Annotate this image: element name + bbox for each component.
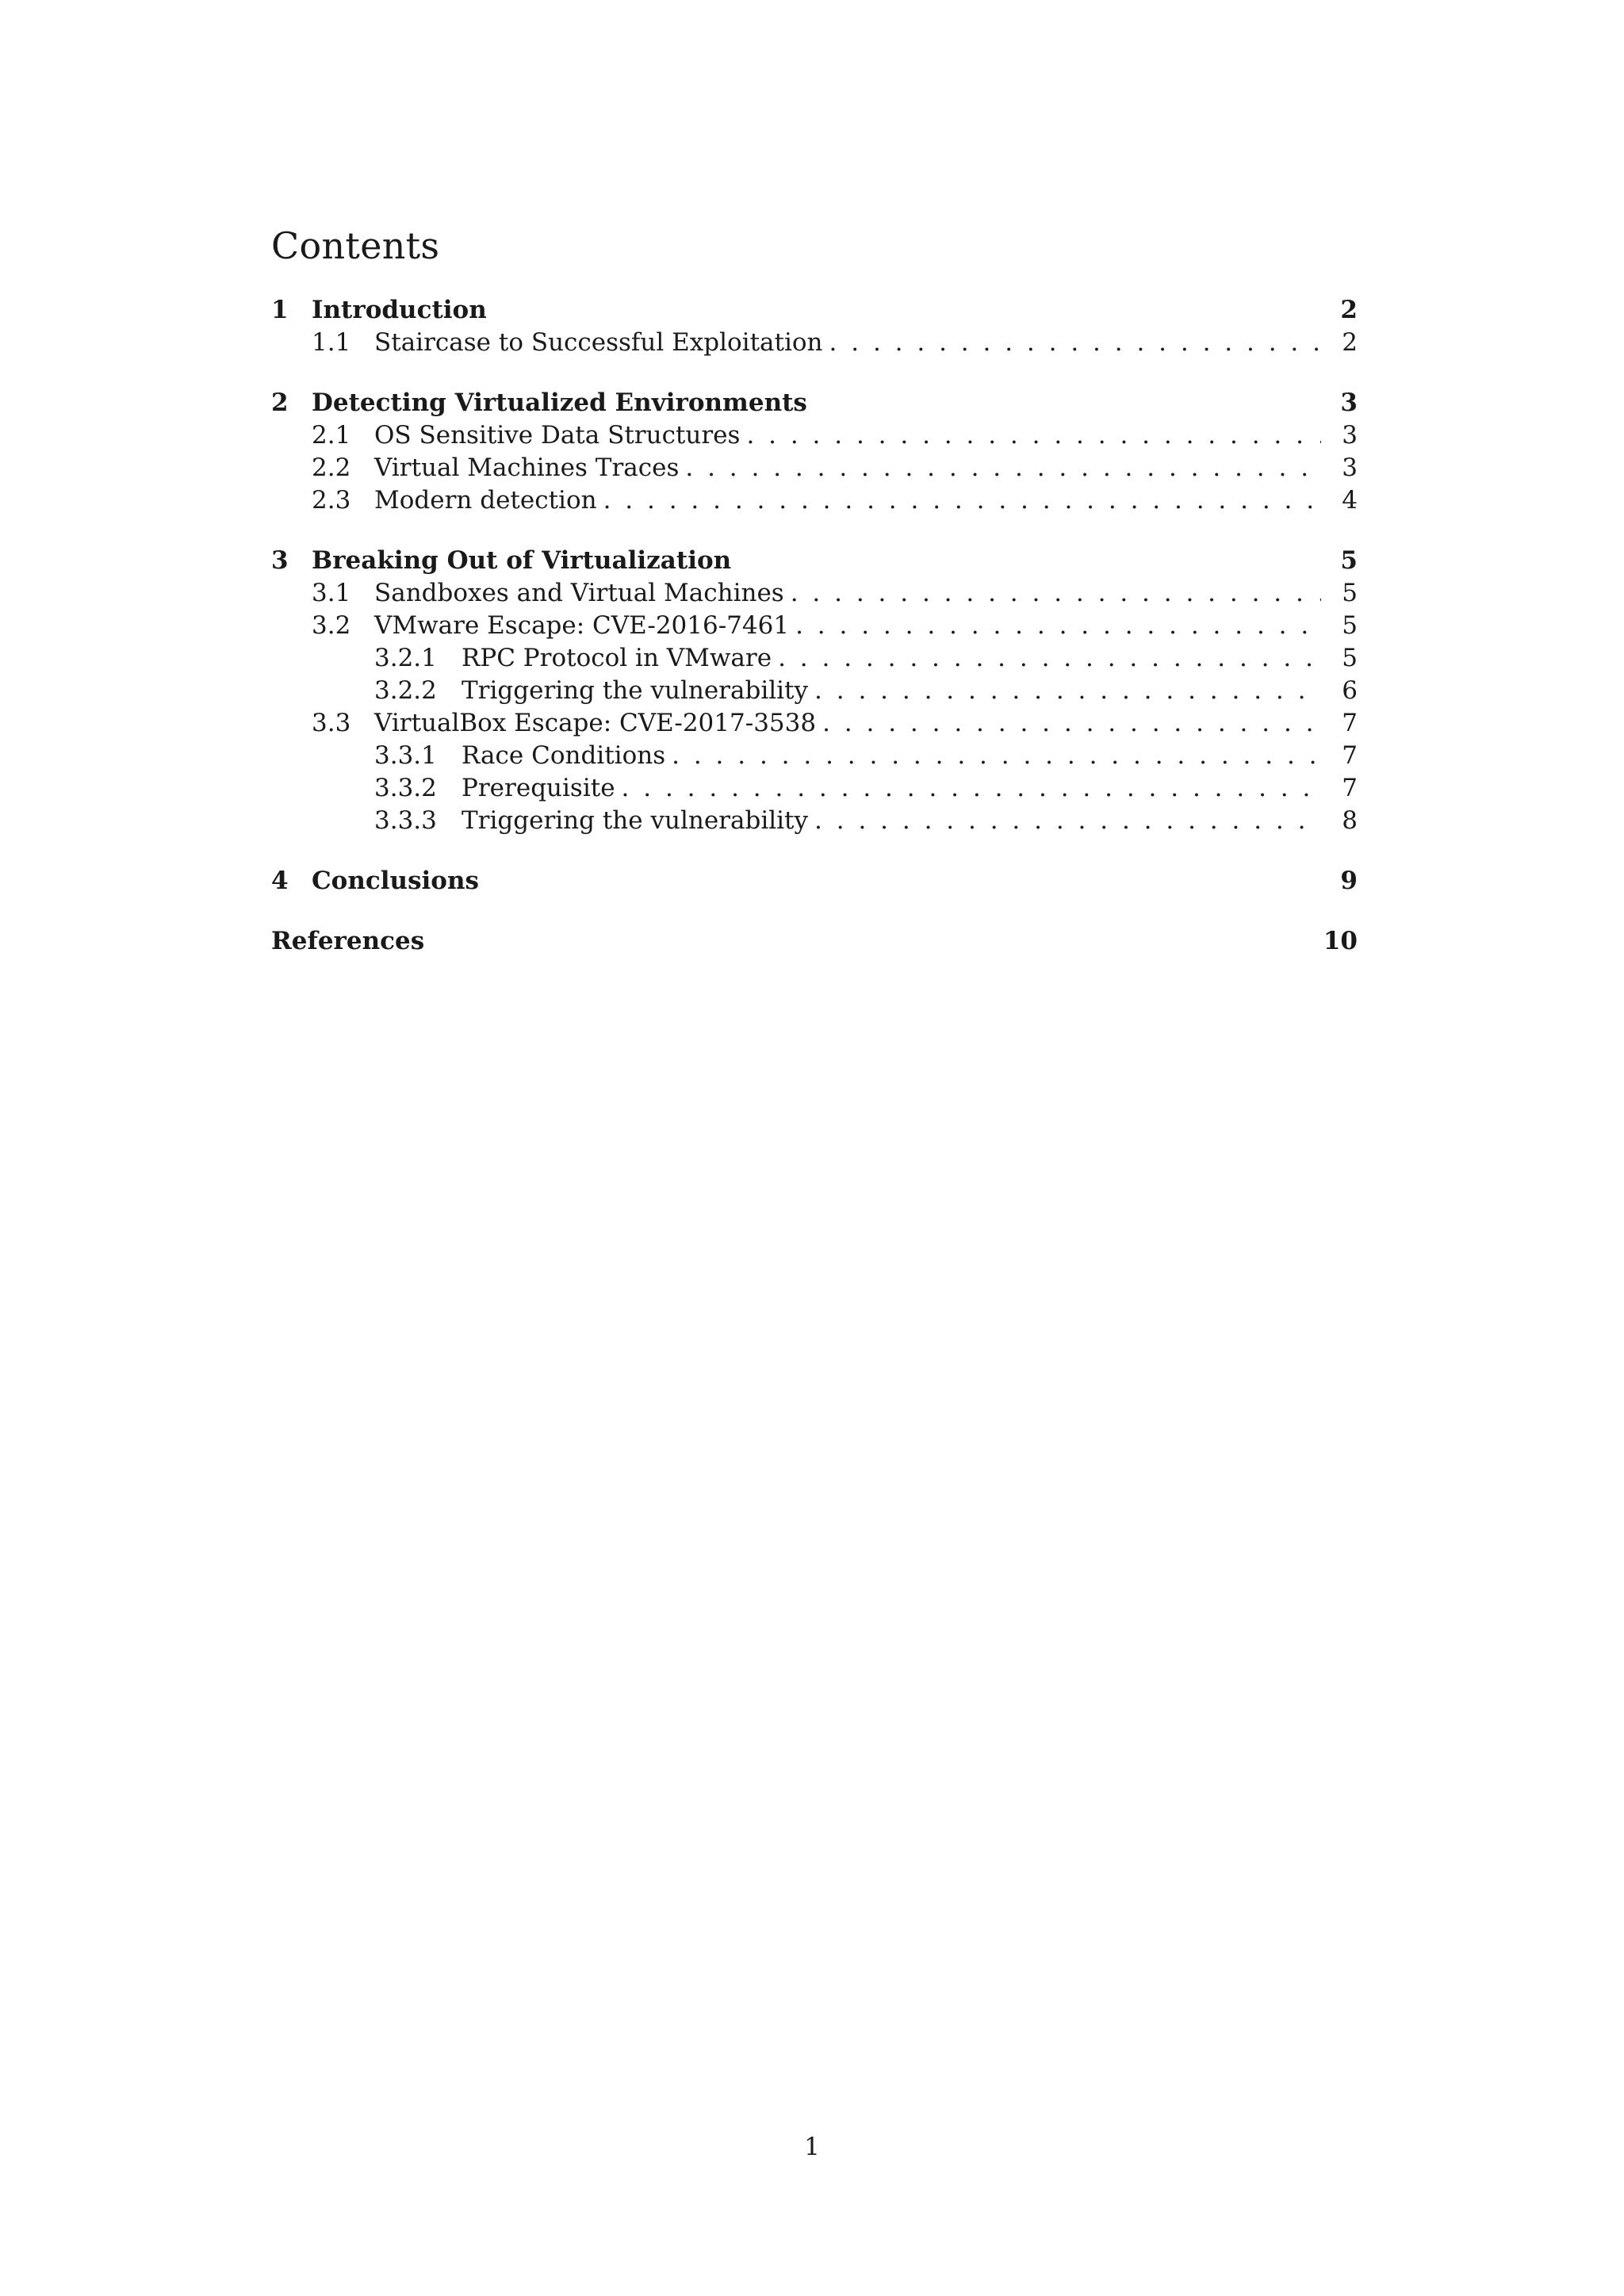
dot-leader: [795, 610, 1321, 642]
subsection-number: 2.2: [312, 453, 351, 482]
subsection-page-number: 7: [1342, 709, 1358, 737]
subsection-number: 1.1: [312, 328, 351, 357]
subsection-page-number: 5: [1342, 611, 1358, 640]
section-number: 3: [271, 546, 289, 575]
subsection-title: Staircase to Successful Exploitation: [374, 328, 823, 357]
section-title: Breaking Out of Virtualization: [312, 546, 732, 575]
subsubsection-page-number: 5: [1342, 644, 1358, 672]
toc-entry-section[interactable]: [271, 864, 1358, 897]
subsection-page-number: 5: [1342, 579, 1358, 607]
subsubsection-number: 3.3.3: [374, 806, 437, 835]
toc-section: [271, 386, 1358, 517]
toc-section: [271, 544, 1358, 837]
toc-entry-subsubsection[interactable]: [271, 772, 1358, 805]
section-number: 2: [271, 388, 289, 417]
toc-entry-subsection[interactable]: [271, 610, 1358, 642]
toc-entry-subsection[interactable]: [271, 484, 1358, 517]
subsection-title: Virtual Machines Traces: [374, 453, 680, 482]
subsubsection-title: RPC Protocol in VMware: [462, 644, 772, 672]
subsubsection-number: 3.2.2: [374, 676, 437, 705]
toc-entry-subsubsection[interactable]: [271, 675, 1358, 707]
dot-leader: [814, 805, 1321, 837]
toc-entry-subsubsection[interactable]: [271, 642, 1358, 675]
subsubsection-number: 3.3.1: [374, 741, 437, 770]
subsubsection-page-number: 7: [1342, 741, 1358, 770]
toc-entry-section[interactable]: [271, 544, 1358, 577]
subsection-title: VMware Escape: CVE-2016-7461: [374, 611, 790, 640]
toc-heading: Contents: [271, 224, 440, 267]
subsubsection-number: 3.2.1: [374, 644, 437, 672]
toc-entry-subsection[interactable]: [271, 327, 1358, 359]
subsection-page-number: 3: [1342, 453, 1358, 482]
page-number-footer: 1: [804, 2133, 820, 2161]
toc-entry-section[interactable]: [271, 386, 1358, 419]
subsubsection-number: 3.3.2: [374, 774, 437, 802]
references-page-number: 10: [1323, 927, 1358, 955]
subsubsection-title: Prerequisite: [462, 774, 615, 802]
toc-entry-subsubsection[interactable]: [271, 805, 1358, 837]
section-page-number: 5: [1340, 546, 1358, 575]
references-title: References: [271, 927, 425, 955]
dot-leader: [778, 642, 1321, 675]
subsection-title: OS Sensitive Data Structures: [374, 421, 741, 450]
subsubsection-page-number: 6: [1342, 676, 1358, 705]
toc-entry-references[interactable]: [271, 924, 1358, 958]
dot-leader: [791, 577, 1321, 610]
toc-entry-subsection[interactable]: [271, 419, 1358, 452]
toc-entry-subsection[interactable]: [271, 707, 1358, 740]
section-number: 4: [271, 867, 289, 895]
toc-entry-subsubsection[interactable]: [271, 740, 1358, 772]
subsubsection-title: Triggering the vulnerability: [462, 676, 809, 705]
subsection-page-number: 3: [1342, 421, 1358, 450]
subsection-number: 2.3: [312, 486, 351, 515]
section-title: Detecting Virtualized Environments: [312, 388, 807, 417]
subsubsection-title: Race Conditions: [462, 741, 666, 770]
dot-leader: [829, 327, 1321, 359]
toc-section: [271, 864, 1358, 897]
section-title: Introduction: [312, 296, 487, 324]
section-title: Conclusions: [312, 867, 479, 895]
dot-leader: [746, 419, 1321, 452]
dot-leader: [685, 452, 1321, 484]
subsection-number: 2.1: [312, 421, 351, 450]
section-number: 1: [271, 296, 289, 324]
subsubsection-page-number: 7: [1342, 774, 1358, 802]
subsection-title: VirtualBox Escape: CVE-2017-3538: [374, 709, 817, 737]
dot-leader: [672, 740, 1321, 772]
toc-section-references: [271, 924, 1358, 958]
subsection-number: 3.2: [312, 611, 351, 640]
toc-section: [271, 293, 1358, 359]
dot-leader: [822, 707, 1321, 740]
subsection-number: 3.3: [312, 709, 351, 737]
subsection-page-number: 4: [1342, 486, 1358, 515]
toc-entry-subsection[interactable]: [271, 452, 1358, 484]
subsubsection-page-number: 8: [1342, 806, 1358, 835]
table-of-contents: [271, 293, 1358, 985]
toc-entry-section[interactable]: [271, 293, 1358, 327]
dot-leader: [622, 772, 1321, 805]
subsection-page-number: 2: [1342, 328, 1358, 357]
subsection-number: 3.1: [312, 579, 351, 607]
dot-leader: [603, 484, 1321, 517]
section-page-number: 3: [1340, 388, 1358, 417]
section-page-number: 9: [1340, 867, 1358, 895]
subsection-title: Sandboxes and Virtual Machines: [374, 579, 784, 607]
toc-entry-subsection[interactable]: [271, 577, 1358, 610]
dot-leader: [814, 675, 1321, 707]
subsection-title: Modern detection: [374, 486, 597, 515]
section-page-number: 2: [1340, 296, 1358, 324]
subsubsection-title: Triggering the vulnerability: [462, 806, 809, 835]
